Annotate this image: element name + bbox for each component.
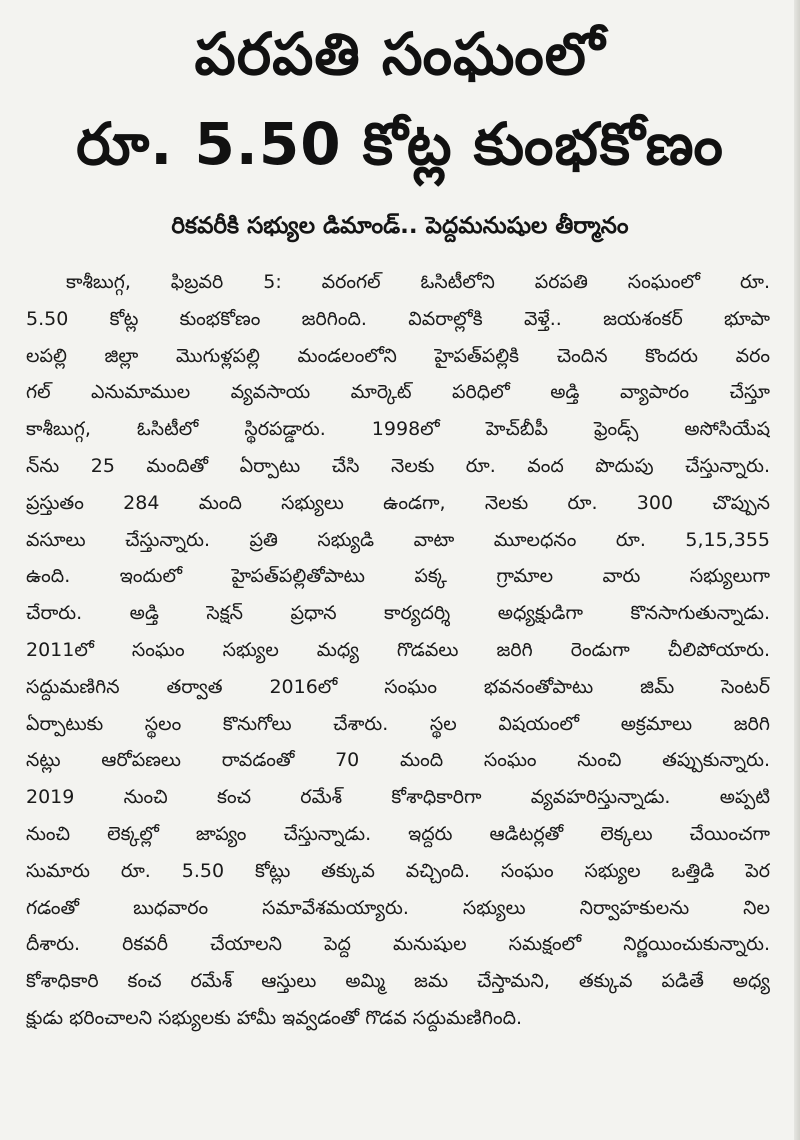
article-line: నుంచి లెక్కల్లో జాప్యం చేస్తున్నాడు. ఇద్దరు ఆడిటర్లతో లెక్కలు చేయించగా bbox=[26, 822, 770, 845]
article-line: ఉంది. ఇందులో హైపత్‌పల్లితోపాటు పక్క గ్రామాల వారు సభ్యులుగా bbox=[26, 565, 770, 588]
subheadline: రికవరీకి సభ్యుల డిమాండ్.. పెద్దమనుషుల తీర్మానం bbox=[171, 213, 629, 239]
article-line: కాశీబుగ్గ, ఓసిటీలో స్థిరపడ్డారు. 1998లో హెచ్‌బీపీ ఫ్రెండ్స్ అసోసియేష bbox=[26, 418, 770, 441]
article-line: నట్లు ఆరోపణలు రావడంతో 70 మంది సంఘం నుంచి తప్పుకున్నారు. bbox=[26, 749, 770, 772]
article-line: లపల్లి జిల్లా మొగుళ్లపల్లి మండలంలోని హైపత్‌పల్లికి చెందిన కొందరు వరం bbox=[26, 344, 770, 367]
article-line: చేరారు. అడ్తి సెక్షన్ ప్రధాన కార్యదర్శి అధ్యక్షుడిగా కొనసాగుతున్నాడు. bbox=[26, 602, 770, 625]
article-line: సద్దుమణిగిన తర్వాత 2016లో సంఘం భవనంతోపాటు జిమ్ సెంటర్ bbox=[26, 675, 770, 698]
article-line: వసూలు చేస్తున్నారు. ప్రతి సభ్యుడి వాటా మూలధనం రూ. 5,15,355 bbox=[26, 528, 770, 551]
article-line: గడంతో బుధవారం సమావేశమయ్యారు. సభ్యులు నిర్వాహకులను నిల bbox=[26, 896, 770, 919]
headline-line-2: రూ. 5.50 కోట్ల కుంభకోణం bbox=[76, 110, 724, 178]
article-line: ఏర్పాటుకు స్థలం కొనుగోలు చేశారు. స్థల విషయంలో అక్రమాలు జరిగి bbox=[26, 712, 770, 735]
article-line: 2011లో సంఘం సభ్యుల మధ్య గొడవలు జరిగి రెండుగా చీలిపోయారు. bbox=[26, 638, 770, 661]
article-line: గల్ ఎనుమాముల వ్యవసాయ మార్కెట్ పరిధిలో అడ్తి వ్యాపారం చేస్తూ bbox=[26, 381, 770, 404]
page-edge-shadow bbox=[794, 0, 800, 1140]
article-line: క్షుడు భరించాలని సభ్యులకు హామీ ఇవ్వడంతో గొడవ సద్దుమణిగింది. bbox=[26, 1006, 523, 1029]
article-body bbox=[26, 264, 770, 1037]
article-line: దీశారు. రికవరీ చేయాలని పెద్ద మనుషుల సమక్షంలో నిర్ణయించుకున్నారు. bbox=[26, 933, 770, 956]
article-line: కోశాధికారి కంచ రమేశ్ ఆస్తులు అమ్మి జమ చేస్తామని, తక్కువ పడితే అధ్య bbox=[26, 970, 770, 993]
article-line: కాశీబుగ్గ, ఫిబ్రవరి 5: వరంగల్ ఓసిటీలోని పరపతి సంఘంలో రూ. bbox=[66, 271, 770, 293]
article-line: 2019 నుంచి కంచ రమేశ్ కోశాధికారిగా వ్యవహరిస్తున్నాడు. అప్పటి bbox=[26, 786, 770, 809]
article-line: సుమారు రూ. 5.50 కోట్లు తక్కువ వచ్చింది. సంఘం సభ్యుల ఒత్తిడి పెర bbox=[26, 859, 770, 882]
article-line: న్‌ను 25 మందితో ఏర్పాటు చేసి నెలకు రూ. వంద పొదుపు చేస్తున్నారు. bbox=[26, 454, 770, 477]
article-line: 5.50 కోట్ల కుంభకోణం జరిగింది. వివరాల్లోకి వెళ్తే.. జయశంకర్ భూపా bbox=[26, 307, 770, 330]
headline-line-1: పరపతి సంఘంలో bbox=[194, 20, 606, 88]
article-line: ప్రస్తుతం 284 మంది సభ్యులు ఉండగా, నెలకు రూ. 300 చొప్పున bbox=[26, 491, 770, 514]
